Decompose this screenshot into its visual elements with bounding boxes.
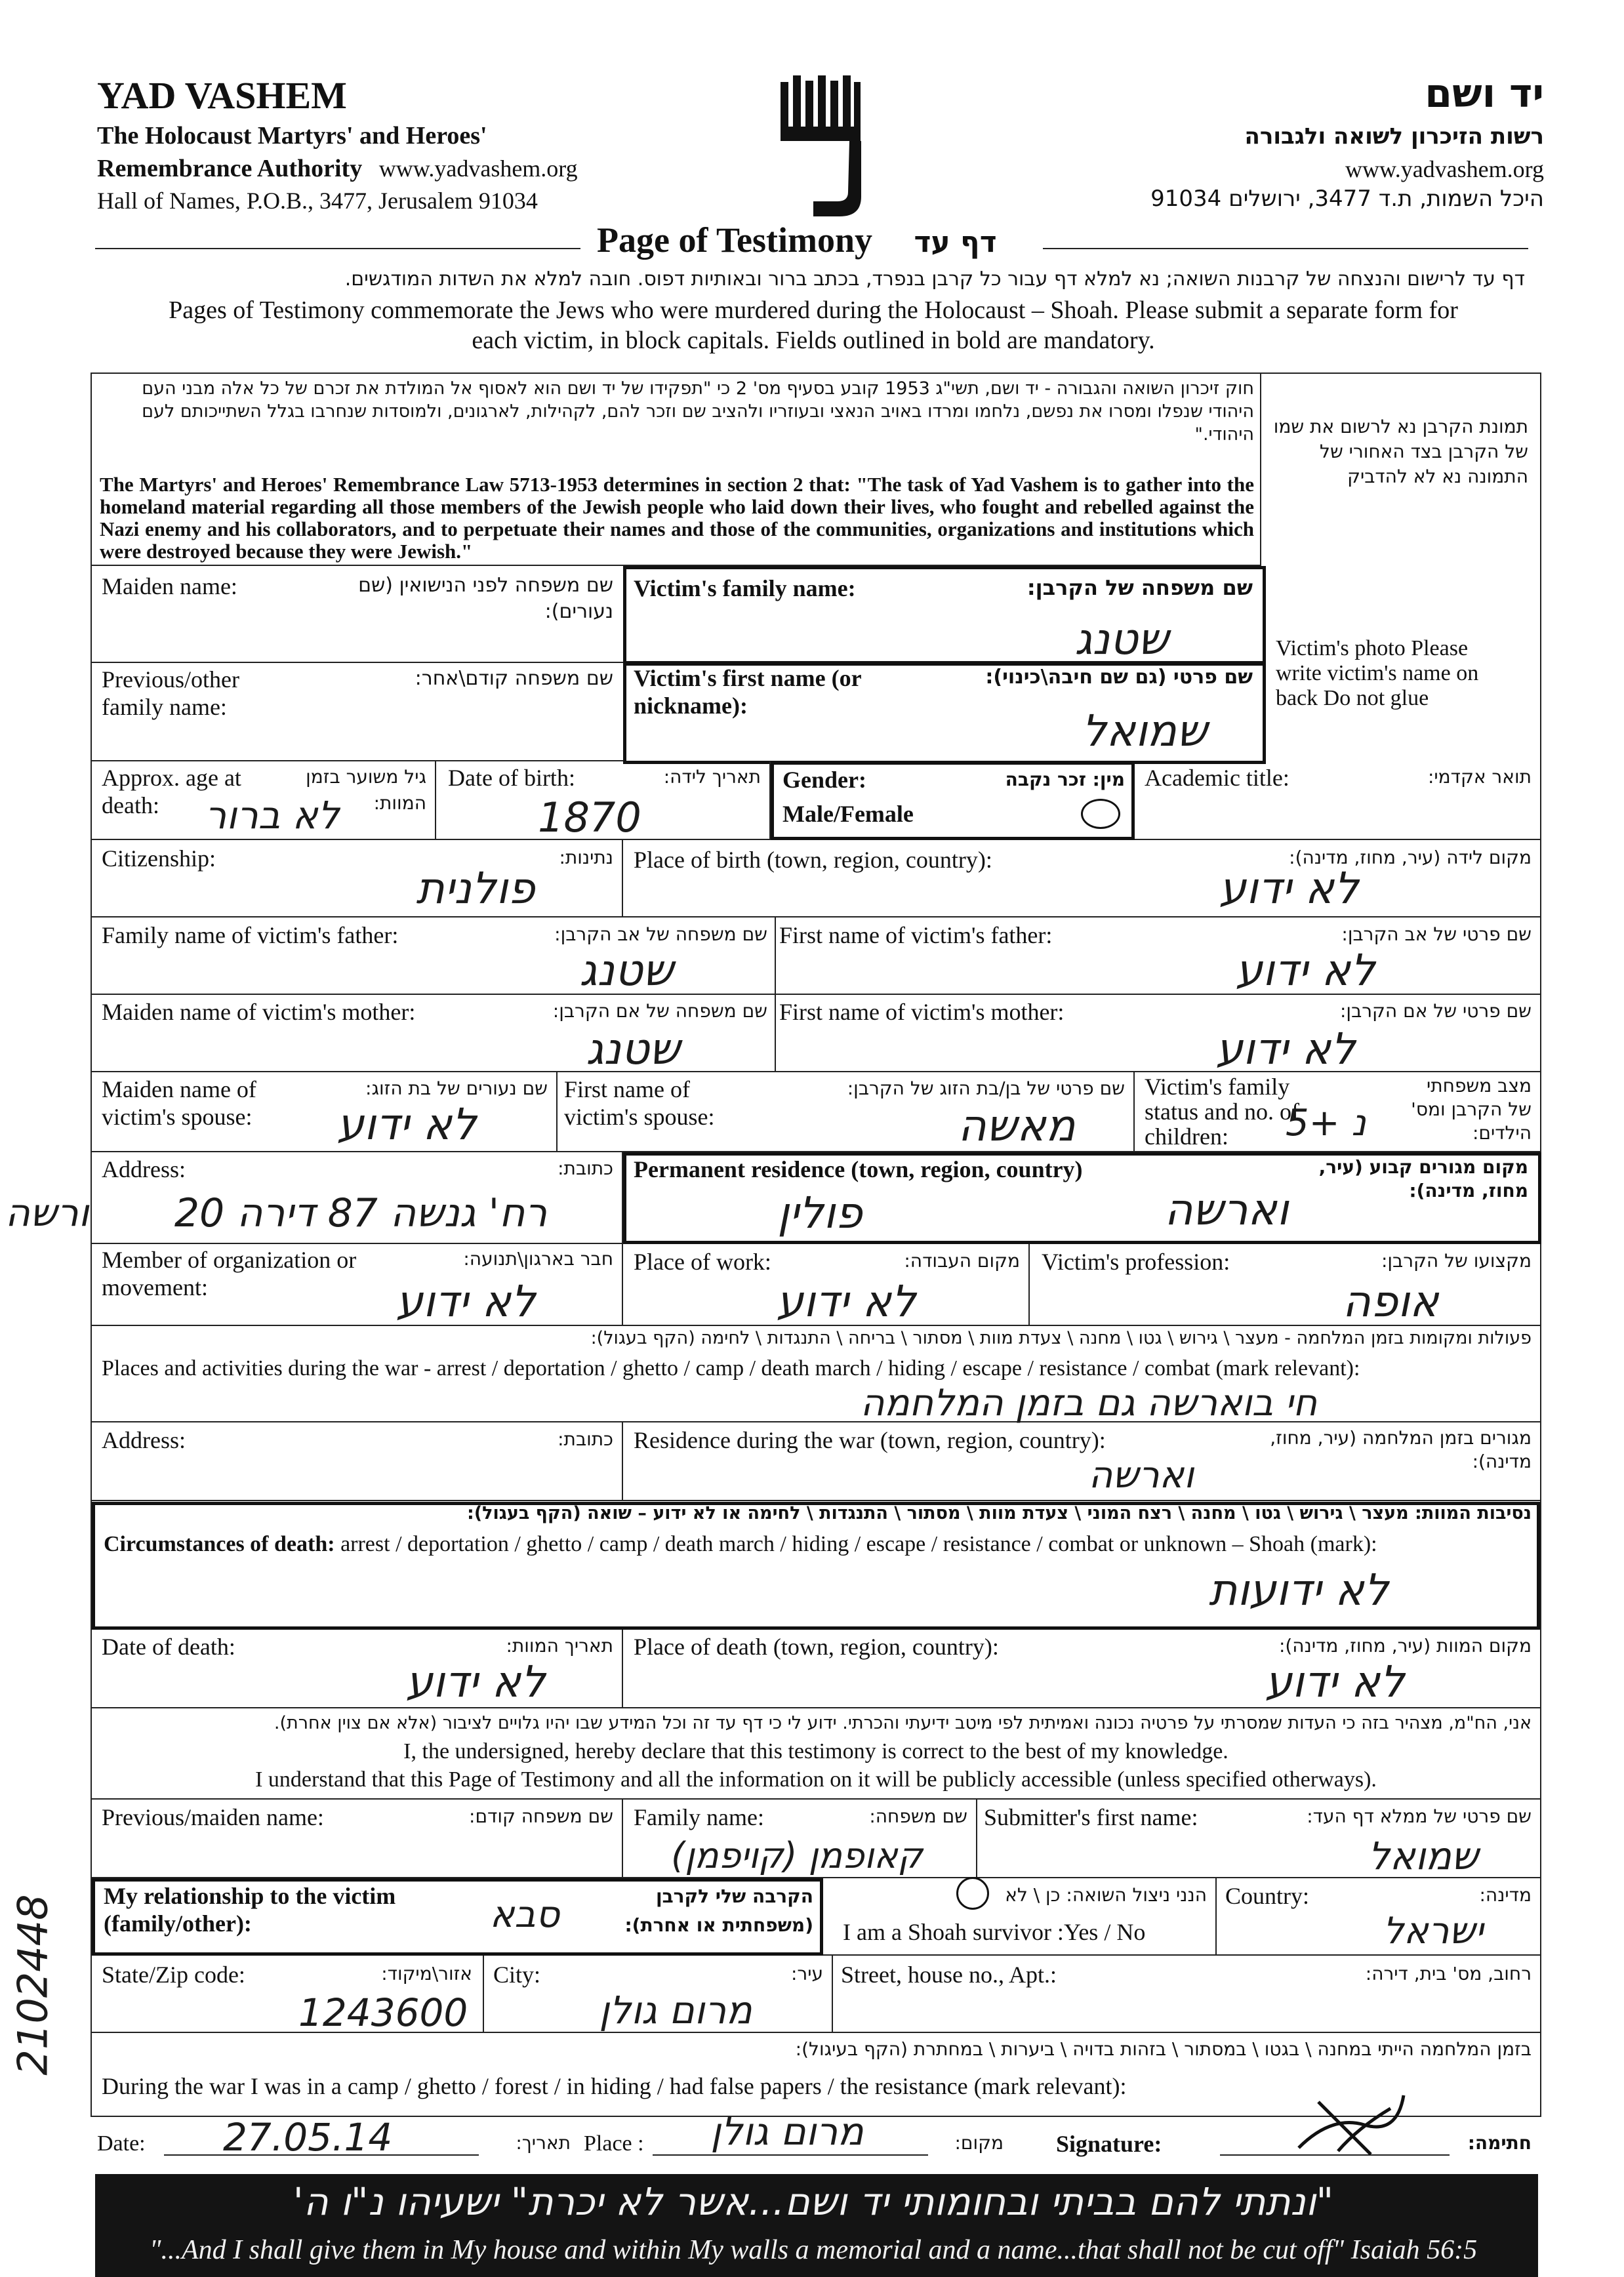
declaration-en-1: I, the undersigned, hereby declare that this testimony is correct to the best of my knowledge. — [403, 1739, 1228, 1763]
gender-male-circle — [1081, 799, 1120, 829]
submitter-prev-label-en: Previous/maiden name: — [102, 1804, 324, 1830]
profession-label-en: Victim's profession: — [1042, 1249, 1230, 1275]
academic-label-en: Academic title: — [1145, 765, 1289, 791]
relationship-label-en: My relationship to the victim (family/other): — [104, 1883, 396, 1937]
citizenship-value: פולנית — [416, 863, 535, 914]
first-name-label-he: שם פרטי (גם שם חיבה\כינוי): — [985, 666, 1253, 689]
instructions-he: דף עד לרישום והנצחה של קרבנות השואה; נא למלא דף עבור כל קרבן בנפרד, בכתב ברור ובאותיות דפוס. חובה למלא את השדות המודגשים. — [344, 268, 1525, 291]
mother-maiden-label-he: שם משפחה של אם הקרבן: — [552, 1000, 767, 1022]
place-label-en: Place : — [584, 2131, 644, 2156]
law-text-he: חוק זיכרון השואה והגבורה - יד ושם, תשי"ג 1953 קובע בסעיף מס' 2 כי "תפקידו של יד ושם הוא לאסוף אל המולדת את זכרם של כל אלה מבני העם היהודי שנפלו ומסרו את נפשם, נלחמו ומרדו באויב הנאצי ובעוזריו ולהציב שם וזכר להם, לקהילות, לארגונים, ולמוסדות שנחרבו בגלל השתייכותם לעם היהודי." — [142, 378, 1254, 445]
org-url-en: www.yadvashem.org — [378, 155, 578, 182]
mother-first-label-he: שם פרטי של אם הקרבן: — [1340, 1000, 1532, 1022]
prev-name-label-en: Previous/other family name: — [102, 666, 239, 720]
instructions-en-line2: each victim, in block capitals. Fields outlined in bold are mandatory. — [472, 327, 1155, 354]
family-name-label-he: שם משפחה של הקרבן: — [1026, 575, 1253, 600]
dod-value: לא ידוע — [405, 1657, 546, 1707]
country-label-he: מדינה: — [1479, 1884, 1532, 1906]
org-name-he: יד ושם — [1425, 71, 1544, 117]
dob-value: 1870 — [538, 794, 641, 841]
place-value: מרום גולן — [710, 2109, 864, 2154]
org-address-en: Hall of Names, P.O.B., 3477, Jerusalem 91034 — [97, 188, 538, 214]
perm-res-label-he: מקום מגורים קבוע (עיר, מחוז, מדינה): — [1318, 1156, 1528, 1201]
city-label-he: עיר: — [790, 1963, 823, 1985]
survivor-no-circle — [956, 1877, 989, 1910]
submitter-war-label-en: During the war I was in a camp / ghetto / forest / in hiding / had false papers / the resistance (mark relevant): — [102, 2073, 1127, 2099]
prev-name-label-he: שם משפחה קודם\אחר: — [415, 667, 613, 690]
zip-label-he: אזור\מיקוד: — [381, 1963, 472, 1985]
family-status-label-he: מצב משפחתי של הקרבן ומס' הילדים: — [1411, 1075, 1532, 1144]
family-status-label-en: Victim's family status and no. of children: — [1145, 1074, 1299, 1150]
address-label-en: Address: — [102, 1156, 186, 1182]
law-text-en: The Martyrs' and Heroes' Remembrance Law 5713-1953 determines in section 2 that: "The task of Yad Vashem is to gather into the homeland material regarding all those members of the Jewish people who laid down their lives, who fought and rebelled against the Nazi enemy and his collaborators, and to perpetuate their names and those of the communities, organizations and institutions which were destroyed because they were Jewish." — [100, 473, 1254, 563]
father-family-value: שטנג — [579, 945, 674, 996]
place-underline — [653, 2154, 928, 2156]
spouse-maiden-label-he: שם נעורים של בת הזוג: — [365, 1078, 548, 1099]
father-family-label-en: Family name of victim's father: — [102, 922, 399, 948]
zip-value: 1243600 — [298, 1990, 468, 2035]
perm-res-value-city: וארשה — [1164, 1184, 1289, 1235]
photo-instructions-en: Victim's photo Please write victim's name on back Do not glue — [1276, 636, 1479, 710]
first-name-label-en: Victim's first name (or nickname): — [634, 665, 861, 719]
father-first-label-en: First name of victim's father: — [779, 922, 1053, 948]
birthplace-value: לא ידוע — [1219, 863, 1359, 914]
maiden-name-label-he: שם משפחה לפני הנישואין (שם נעורים): — [358, 574, 613, 623]
org-sub2-en — [97, 154, 578, 183]
spouse-maiden-value: לא ידוע — [336, 1099, 477, 1150]
city-label-en: City: — [493, 1962, 541, 1988]
footer-quote-en: "...And I shall give them in My house and within My walls a memorial and a name...that shall not be cut off" Isaiah 56:5 — [149, 2235, 1478, 2265]
submitter-first-label-en: Submitter's first name: — [984, 1804, 1198, 1830]
dob-label-en: Date of birth: — [448, 765, 575, 791]
circumstances-label-en-bold: Circumstances of death: — [104, 1532, 335, 1556]
submitter-family-label-en: Family name: — [634, 1804, 764, 1830]
age-label-en: Approx. age at death: — [102, 765, 241, 818]
org-member-label-en: Member of organization or movement: — [102, 1247, 357, 1300]
submitter-war-label-he: בזמן המלחמה הייתי במחנה \ בגטו \ במסתור \ בזהות בדויה \ ביערות \ במחתרת (הקף בעיגול): — [795, 2038, 1532, 2060]
citizenship-label-he: נתינות: — [559, 847, 613, 868]
yad-vashem-logo — [777, 75, 863, 216]
pod-label-he: מקום המוות (עיר, מחוז, מדינה): — [1278, 1635, 1532, 1657]
place-label-he: מקום: — [954, 2132, 1004, 2154]
header-left-rule — [95, 248, 580, 249]
street-label-en: Street, house no., Apt.: — [841, 1962, 1057, 1988]
relationship-label-he: הקרבה שלי לקרבן (משפחתית או אחרת): — [624, 1885, 813, 1936]
mother-maiden-label-en: Maiden name of victim's mother: — [102, 999, 416, 1025]
org-sub-he: רשות הזיכרון לשואה ולגבורה — [1244, 123, 1544, 150]
mother-first-label-en: First name of victim's mother: — [779, 999, 1065, 1025]
war-places-label-he: פעולות ומקומות בזמן המלחמה - מעצר \ גירוש \ גטו \ מחנה \ צעדת מוות \ מסתור \ בריחה \ התנגדות \ לחימה (הקף בעגול): — [590, 1328, 1532, 1348]
date-label-he: תאריך: — [516, 2132, 571, 2154]
gender-label-he: מין: זכר נקבה — [1005, 769, 1125, 790]
family-name-label-en: Victim's family name: — [634, 575, 856, 601]
country-label-en: Country: — [1225, 1883, 1310, 1909]
street-label-he: רחוב, מס' בית, דירה: — [1365, 1963, 1532, 1985]
relationship-value: סבא — [489, 1893, 560, 1936]
org-sub1-en: The Holocaust Martyrs' and Heroes' — [97, 122, 487, 150]
instructions-en — [92, 295, 1535, 355]
perm-res-value-country: פולין — [777, 1188, 863, 1238]
date-label-en: Date: — [97, 2131, 146, 2156]
page-title-en: Page of Testimony — [597, 220, 873, 260]
date-value: 27.05.14 — [223, 2115, 393, 2160]
workplace-label-he: מקום העבודה: — [904, 1250, 1020, 1272]
declaration-en-2: I understand that this Page of Testimony and all the information on it will be publicly accessible (unless specified otherways). — [255, 1767, 1377, 1792]
perm-res-label-en: Permanent residence (town, region, country) — [634, 1156, 1083, 1182]
city-value: מרום גולן — [599, 1988, 752, 2032]
citizenship-label-en: Citizenship: — [102, 845, 216, 872]
pod-value: לא ידוע — [1265, 1657, 1405, 1707]
page-title — [597, 220, 997, 260]
family-name-value: שטנג — [1074, 614, 1169, 664]
age-label-he: גיל משוער בזמן המוות: — [306, 766, 426, 814]
birthplace-label-he: מקום לידה (עיר, מחוז, מדינה): — [1289, 847, 1532, 868]
circumstances-value: לא ידועות — [1208, 1565, 1389, 1615]
spouse-first-value: מאשה — [958, 1100, 1076, 1151]
submitter-family-value: קאופמן (קויפמן) — [671, 1835, 923, 1876]
submitter-prev-label-he: שם משפחה קודם: — [469, 1805, 613, 1827]
submitter-first-label-he: שם פרטי של ממלא דף העד: — [1307, 1805, 1532, 1827]
war-res-label-en: Residence during the war (town, region, country): — [634, 1427, 1106, 1453]
father-family-label-he: שם משפחה של אב הקרבן: — [554, 923, 767, 945]
signature-label-he: חתימה: — [1467, 2132, 1532, 2154]
page-title-he: דף עד — [914, 226, 997, 259]
address-margin-note: ורשה — [5, 1190, 89, 1235]
dod-label-he: תאריך המוות: — [506, 1635, 613, 1657]
org-url-he: www.yadvashem.org — [1345, 156, 1544, 182]
gender-label-en: Gender: Male/Female — [782, 767, 914, 827]
submitter-first-value: שמואל — [1368, 1834, 1479, 1878]
family-status-value: 5+ נ — [1286, 1102, 1366, 1144]
maiden-name-label-en: Maiden name: — [102, 573, 237, 599]
age-value: לא ברור — [205, 793, 340, 837]
circumstances-label-en — [104, 1532, 1377, 1557]
zip-label-en: State/Zip code: — [102, 1962, 245, 1988]
war-places-label-en: Places and activities during the war - arrest / deportation / ghetto / camp / death march / hiding / escape / resistance / combat (mark relevant): — [102, 1356, 1360, 1380]
academic-label-he: תואר אקדמי: — [1427, 766, 1532, 788]
footer-quote-he: "ונתתי להם בביתי ובחומותי יד ושם...אשר לא יכרת" ישעיהו נ"ו ה' — [293, 2179, 1334, 2224]
father-first-label-he: שם פרטי של אב הקרבן: — [1341, 923, 1532, 945]
address-label-he: כתובת: — [558, 1158, 613, 1179]
pod-label-en: Place of death (town, region, country): — [634, 1634, 999, 1660]
birthplace-label-en: Place of birth (town, region, country): — [634, 847, 992, 873]
circumstances-label-en-text: arrest / deportation / ghetto / camp / death march / hiding / escape / resistance / combat or unknown – Shoah (mark): — [340, 1532, 1377, 1556]
dob-label-he: תאריך לידה: — [663, 766, 761, 788]
org-member-value: לא ידוע — [396, 1276, 536, 1327]
mother-first-value: לא ידוע — [1215, 1024, 1356, 1074]
header-right-rule — [1043, 248, 1528, 249]
survivor-label-he: הנני ניצול השואה: כן \ לא — [1005, 1884, 1207, 1906]
circumstances-label-he: נסיבות המוות: מעצר \ גירוש \ גטו \ מחנה \ רצח המוני \ צעדת מוות \ מסתור \ התנגדות \ לחימה או לא ידוע – שואה (הקף בעגול): — [467, 1503, 1532, 1523]
war-res-value: וארשה — [1088, 1454, 1194, 1497]
war-address-label-en: Address: — [102, 1427, 186, 1453]
dod-label-en: Date of death: — [102, 1634, 235, 1660]
survivor-label-en: I am a Shoah survivor :Yes / No — [843, 1919, 1146, 1945]
org-sub2-en-text: Remembrance Authority — [97, 155, 363, 182]
country-value: ישראל — [1383, 1910, 1484, 1952]
father-first-value: לא ידוע — [1235, 945, 1375, 996]
declaration-he: אני, הח"מ, מצהיר בזה כי העדות שמסרתי על פרטיה נכונה ואמיתית לפי מיטב ידיעתי והכרתי. ידוע לי כי דף עד זה וכל המידע שבו יהיו גלויים לציבור (אלא אם צוין אחרת). — [274, 1713, 1532, 1733]
photo-instructions-he: תמונת הקרבן נא לרשום את שמו של הקרבן בצד האחורי של התמונה נא לא להדביק — [1273, 416, 1528, 487]
mother-maiden-value: שטנג — [586, 1024, 680, 1074]
org-member-label-he: חבר בארגון\תנועה: — [463, 1248, 613, 1270]
signature-label-en: Signature: — [1056, 2131, 1162, 2157]
instructions-en-line1: Pages of Testimony commemorate the Jews who were murdered during the Holocaust – Shoah. Please submit a separate form for — [169, 296, 1458, 324]
footer-banner — [95, 2174, 1538, 2277]
submitter-family-label-he: שם משפחה: — [869, 1805, 967, 1827]
spouse-first-label-he: שם פרטי של בן/בת הזוג של הקרבן: — [847, 1078, 1125, 1099]
first-name-value: שמואל — [1082, 706, 1208, 756]
spouse-first-label-en: First name of victim's spouse: — [564, 1076, 715, 1130]
signature-mark — [1292, 2089, 1410, 2161]
profession-label-he: מקצועו של הקרבן: — [1381, 1250, 1532, 1272]
spouse-maiden-label-en: Maiden name of victim's spouse: — [102, 1076, 256, 1130]
war-places-value: חי בוארשה גם בזמן המלחמה — [860, 1382, 1318, 1424]
org-name-en: YAD VASHEM — [97, 74, 347, 117]
profession-value: אופה — [1342, 1276, 1439, 1327]
address-value: רח' גנשה 87 דירה 20 — [174, 1190, 548, 1236]
workplace-value: לא ידוע — [776, 1276, 916, 1327]
org-address-he: היכל השמות, ת.ד 3477, ירושלים 91034 — [1150, 186, 1544, 212]
side-number: 2102448 — [9, 1894, 57, 2076]
war-address-label-he: כתובת: — [558, 1428, 613, 1450]
war-res-label-he: מגורים בזמן המלחמה (עיר, מחוז, מדינה): — [1270, 1427, 1532, 1472]
workplace-label-en: Place of work: — [634, 1249, 771, 1275]
